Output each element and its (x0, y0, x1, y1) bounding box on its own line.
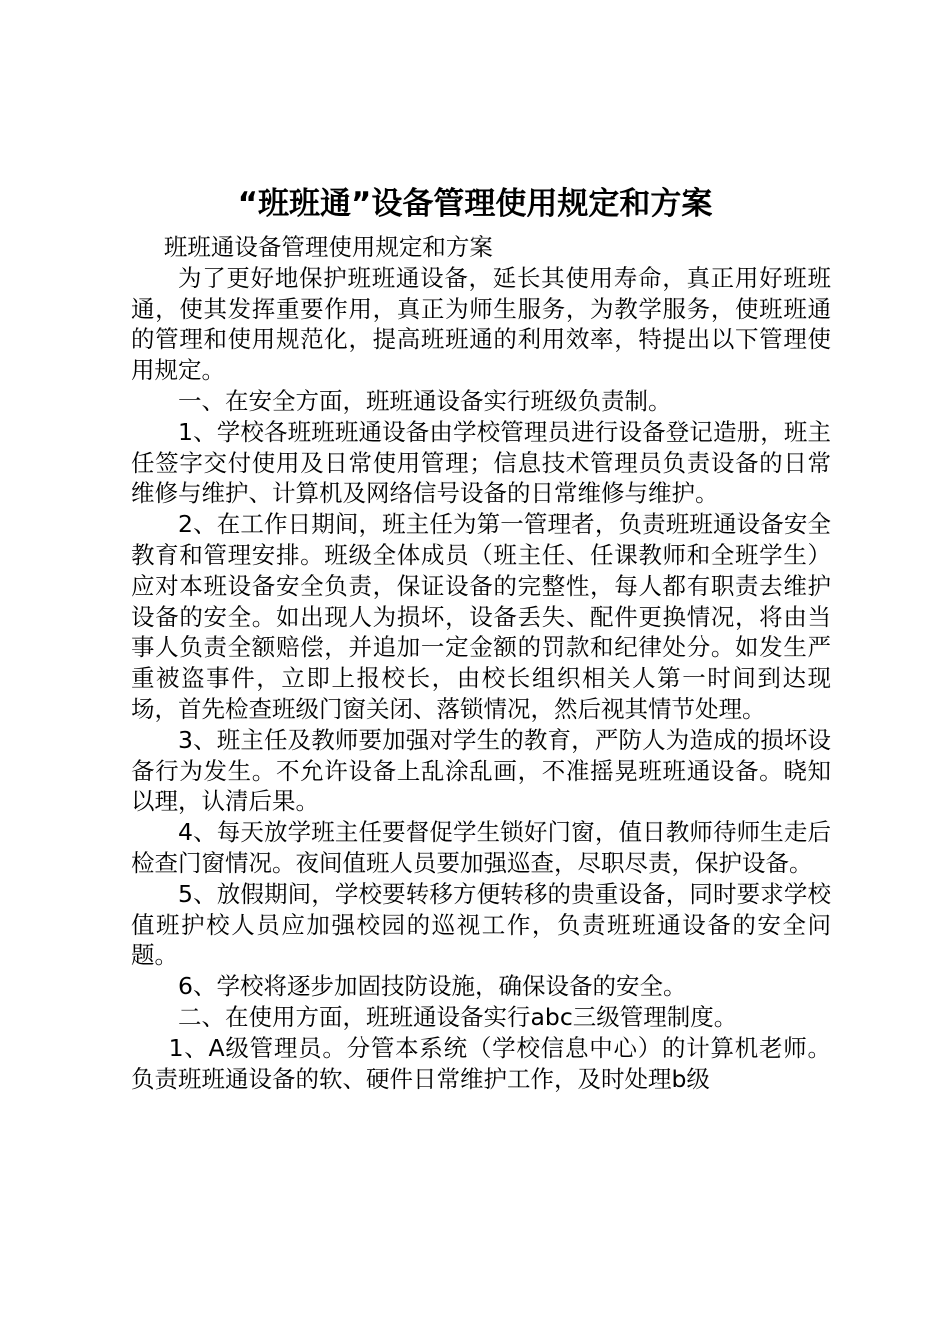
document-title: “班班通”设备管理使用规定和方案 (237, 186, 713, 222)
paragraph-safety-2: 2、在工作日期间，班主任为第一管理者，负责班班通设备安全教育和管理安排。班级全体成员（班主任、任课教师和全班学生）应对本班设备安全负责，保证设备的完整性，每人都有职责去维护设备的安全。如出现人为损坏，设备丢失、配件更换情况，将由当事人负责全额赔偿，并追加一定金额的罚款和纪律处分。如发生严重被盗事件，立即上报校长，由校长组织相关人第一时间到达现场，首先检查班级门窗关闭、落锁情况，然后视其情节处理。 (131, 510, 831, 723)
section-heading-safety: 一、在安全方面，班班通设备实行班级负责制。 (178, 386, 672, 415)
section-heading-usage: 二、在使用方面，班班通设备实行abc三级管理制度。 (178, 1002, 738, 1031)
paragraph-intro: 为了更好地保护班班通设备，延长其使用寿命，真正用好班班通，使其发挥重要作用，真正为师生服务，为教学服务，使班班通的管理和使用规范化，提高班班通的利用效率，特提出以下管理使用规定。 (131, 263, 831, 385)
paragraph-safety-4: 4、每天放学班主任要督促学生锁好门窗，值日教师待师生走后检查门窗情况。夜间值班人员要加强巡查，尽职尽责，保护设备。 (131, 818, 831, 877)
paragraph-subtitle: 班班通设备管理使用规定和方案 (163, 233, 493, 261)
paragraph-safety-6: 6、学校将逐步加固技防设施，确保设备的安全。 (178, 972, 687, 1001)
document-body (131, 232, 831, 1094)
paragraph-safety-5: 5、放假期间，学校要转移方便转移的贵重设备，同时要求学校值班护校人员应加强校园的巡视工作，负责班班通设备的安全问题。 (131, 879, 831, 970)
paragraph-safety-3: 3、班主任及教师要加强对学生的教育，严防人为造成的损坏设备行为发生。不允许设备上乱涂乱画，不准摇晃班班通设备。晓知以理，认清后果。 (131, 725, 831, 816)
paragraph-safety-1: 1、学校各班班班通设备由学校管理员进行设备登记造册，班主任签字交付使用及日常使用管理；信息技术管理员负责设备的日常维修与维护、计算机及网络信号设备的日常维修与维护。 (131, 417, 831, 508)
paragraph-usage-1: 1、A级管理员。分管本系统（学校信息中心）的计算机老师。负责班班通设备的软、硬件日常维护工作，及时处理b级 (131, 1033, 831, 1093)
